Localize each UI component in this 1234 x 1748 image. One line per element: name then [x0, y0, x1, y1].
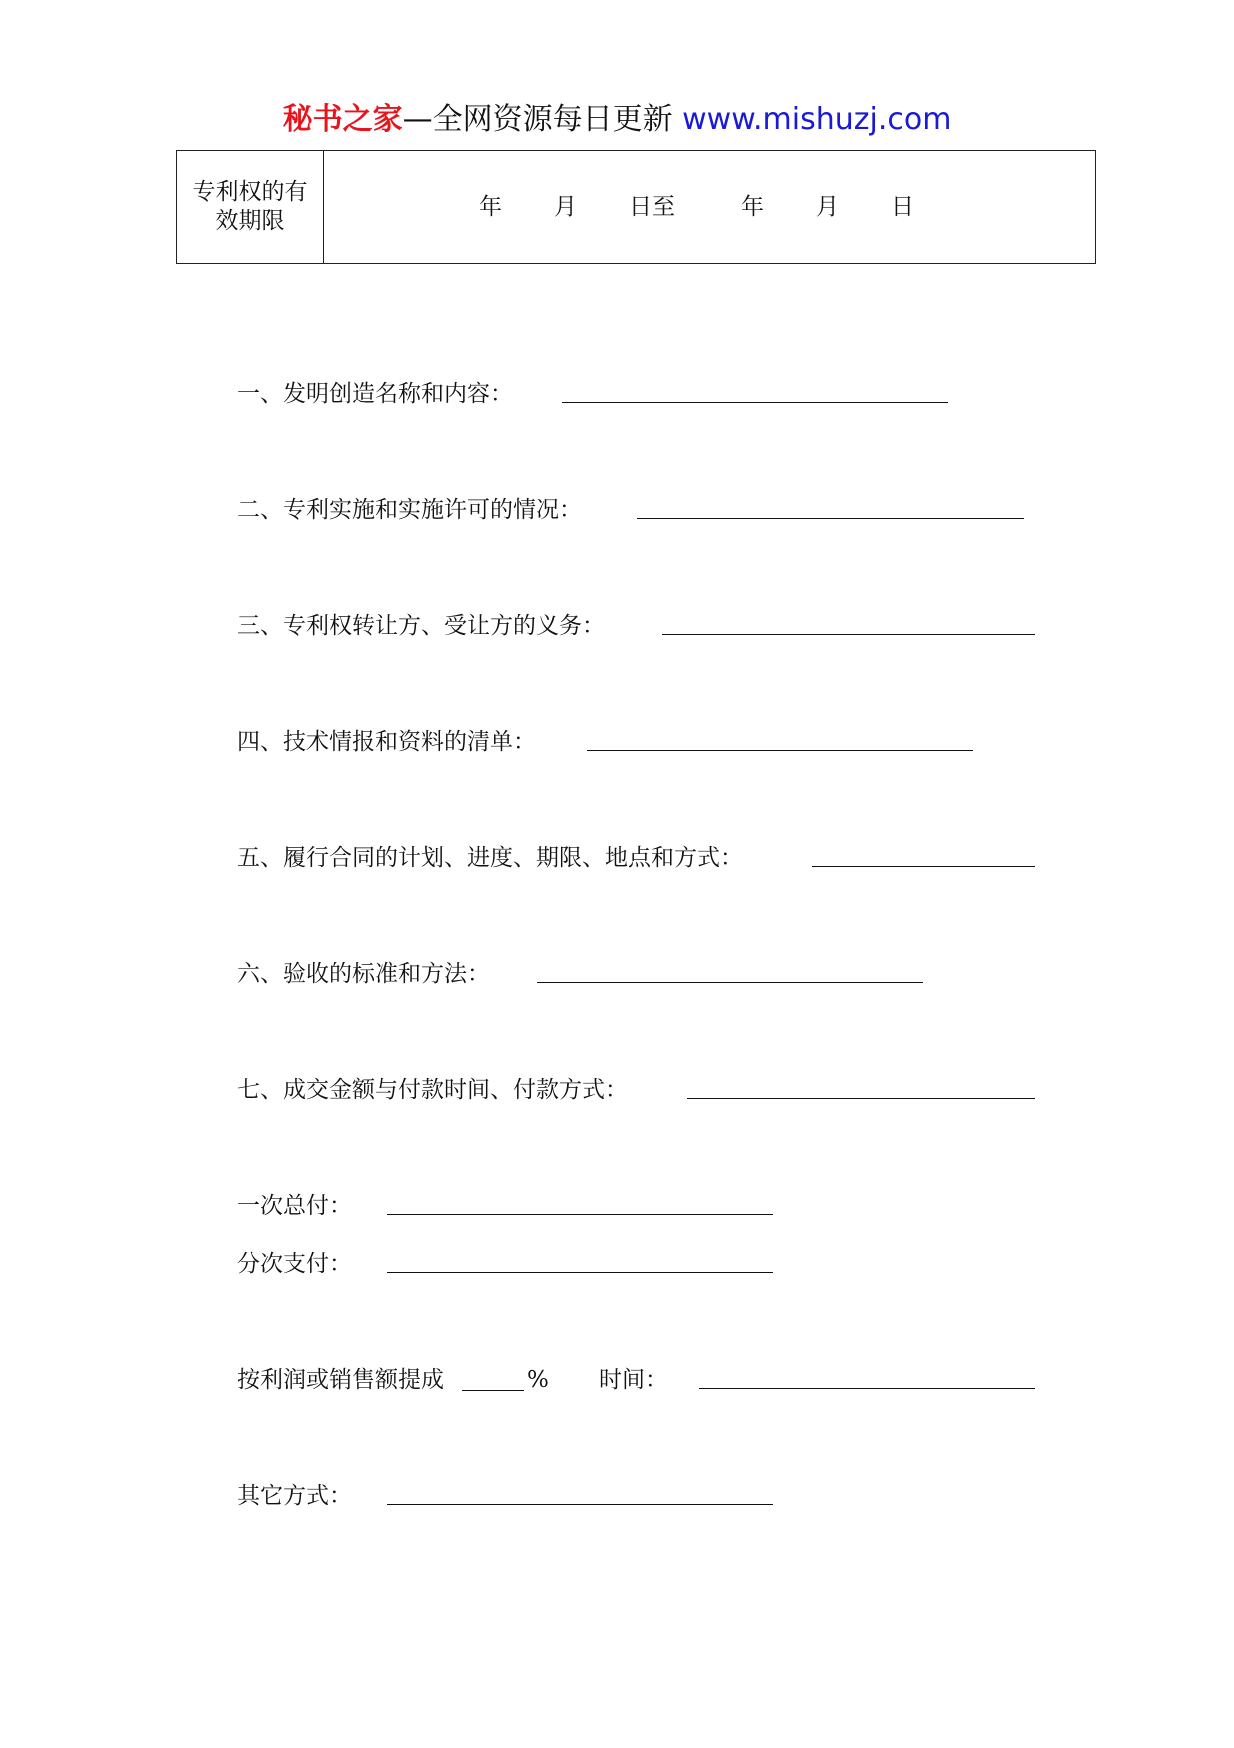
field-commission	[237, 1364, 1037, 1396]
fill-line[interactable]	[387, 1504, 773, 1505]
end-day-unit: 日	[891, 194, 914, 220]
start-day-until: 日至	[629, 194, 675, 220]
time-fill-line[interactable]	[699, 1388, 1035, 1389]
page-header	[0, 100, 1234, 140]
start-year-unit: 年	[479, 194, 502, 220]
field-other-methods	[237, 1480, 797, 1512]
header-url[interactable]: www.mishuzj.com	[682, 102, 952, 137]
field-lump-sum	[237, 1190, 797, 1222]
field-acceptance-standards	[237, 958, 957, 990]
fill-line[interactable]	[812, 866, 1035, 867]
field-obligations	[237, 610, 1037, 642]
percent-sign: %	[527, 1367, 549, 1393]
field-installments	[237, 1248, 797, 1280]
start-month-unit: 月	[554, 194, 577, 220]
field-label: 二、专利实施和实施许可的情况：	[237, 497, 582, 523]
field-technical-info-list	[237, 726, 997, 758]
fill-line[interactable]	[637, 518, 1024, 519]
field-label: 七、成交金额与付款时间、付款方式：	[237, 1077, 628, 1103]
validity-table	[176, 150, 1096, 264]
time-label: 时间：	[599, 1367, 668, 1393]
field-performance-plan	[237, 842, 1037, 874]
field-label: 四、技术情报和资料的清单：	[237, 729, 536, 755]
validity-label-cell	[177, 151, 324, 264]
end-month-unit: 月	[816, 194, 839, 220]
fill-line[interactable]	[587, 750, 973, 751]
field-transaction-amount	[237, 1074, 1037, 1106]
field-label: 三、专利权转让方、受让方的义务：	[237, 613, 605, 639]
validity-label-line2: 效期限	[215, 208, 285, 234]
field-label: 六、验收的标准和方法：	[237, 961, 490, 987]
field-invention-name	[237, 378, 957, 410]
fill-line[interactable]	[537, 982, 923, 983]
fill-line[interactable]	[662, 634, 1035, 635]
fill-line[interactable]	[562, 402, 948, 403]
validity-date-cell[interactable]	[324, 151, 1096, 264]
fill-line[interactable]	[387, 1272, 773, 1273]
field-label: 其它方式：	[237, 1483, 352, 1509]
date-range	[324, 151, 1095, 263]
percent-fill-line[interactable]	[462, 1390, 524, 1391]
end-year-unit: 年	[741, 194, 764, 220]
field-label: 一次总付：	[237, 1193, 352, 1219]
header-tagline: —全网资源每日更新	[402, 102, 683, 137]
validity-label-line1: 专利权的有	[192, 179, 308, 205]
header-brand: 秘书之家	[282, 102, 403, 137]
fill-line[interactable]	[387, 1214, 773, 1215]
field-implementation-license	[237, 494, 1037, 526]
field-label: 一、发明创造名称和内容：	[237, 381, 513, 407]
field-label: 五、履行合同的计划、进度、期限、地点和方式：	[237, 845, 743, 871]
field-label: 分次支付：	[237, 1251, 352, 1277]
commission-label: 按利润或销售额提成	[237, 1367, 444, 1393]
fill-line[interactable]	[687, 1098, 1035, 1099]
